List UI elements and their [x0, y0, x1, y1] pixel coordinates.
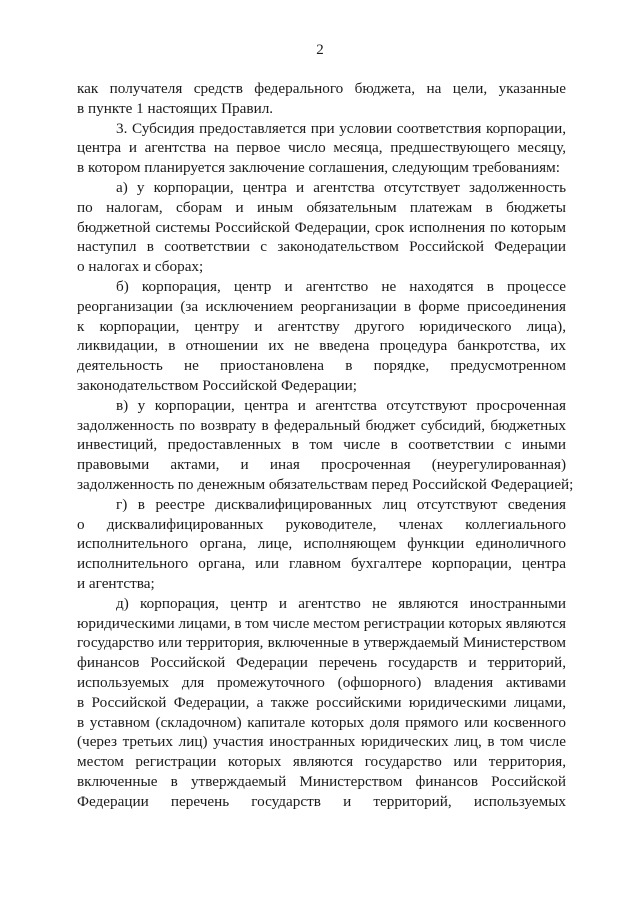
text-line: (через третьих лиц) участия иностранных юридических лиц, в том числе — [77, 733, 566, 751]
text-line: бюджетной системы Российской Федерации, срок исполнения по которым — [77, 218, 566, 236]
text-line: наступил в соответствии с законодательством Российской Федерации — [77, 238, 566, 256]
text-line: как получателя средств федерального бюджета, на цели, указанные — [77, 80, 566, 97]
text-line: деятельность не приостановлена в порядке, предусмотренном — [77, 357, 566, 375]
text-line: государство или территория, включенные в утверждаемый Министерством — [77, 634, 566, 652]
text-line: включенные в утверждаемый Министерством финансов Российской — [77, 772, 566, 790]
text-line: в пункте 1 настоящих Правил. — [77, 99, 274, 117]
page-number: 2 — [316, 42, 324, 58]
text-line: по налогам, сборам и иным обязательным платежам в бюджеты — [77, 198, 566, 216]
text-line: задолженность по возврату в федеральный бюджет субсидий, бюджетных — [77, 416, 566, 434]
text-line: используемых для промежуточного (офшорного) владения активами — [77, 673, 566, 691]
text-line: в котором планируется заключение соглашения, следующим требованиям: — [77, 159, 560, 177]
paragraph-3-first-line: 3. Субсидия предоставляется при условии соответствия корпорации, — [116, 119, 566, 137]
item-b-first-line: б) корпорация, центр и агентство не находятся в процессе — [116, 277, 566, 295]
document-body — [77, 79, 574, 811]
text-line: ликвидации, в отношении их не введена процедура банкротства, их — [77, 337, 566, 355]
text-line: о налогах и сборах; — [77, 258, 204, 276]
text-line: центра и агентства на первое число месяца, предшествующего месяцу, — [77, 139, 566, 157]
item-v-first-line: в) у корпорации, центра и агентства отсутствуют просроченная — [116, 396, 566, 414]
text-line: финансов Российской Федерации перечень государств и территорий, — [77, 654, 566, 672]
text-line: правовыми актами, и иная просроченная (неурегулированная) — [77, 456, 566, 474]
text-line: юридическими лицами, в том числе местом регистрации которых являются — [77, 614, 566, 632]
text-line: и агентства; — [77, 574, 155, 592]
text-line: законодательством Российской Федерации; — [77, 376, 357, 394]
text-line: инвестиций, предоставленных в том числе в соответствии с иными — [77, 436, 566, 454]
text-line: исполнительного органа, или главном бухгалтере корпорации, центра — [77, 555, 566, 573]
text-line: в уставном (складочном) капитале которых доля прямого или косвенного — [77, 713, 566, 731]
text-line: реорганизации (за исключением реорганизации в форме присоединения — [77, 297, 566, 315]
item-d-first-line: д) корпорация, центр и агентство не являются иностранными — [116, 594, 566, 612]
text-line: Федерации перечень государств и территорий, используемых — [77, 792, 566, 810]
text-line: о дисквалифицированных руководителе, членах коллегиального — [77, 515, 566, 533]
text-line: исполнительного органа, лице, исполняющем функции единоличного — [77, 535, 566, 553]
text-line: в Российской Федерации, а также российскими юридическими лицами, — [77, 693, 566, 711]
text-line: к корпорации, центру и агентству другого юридического лица), — [77, 317, 566, 335]
item-g-first-line: г) в реестре дисквалифицированных лиц отсутствуют сведения — [116, 495, 566, 513]
text-line: задолженность по денежным обязательствам перед Российской Федерацией; — [77, 475, 574, 493]
text-line: местом регистрации которых являются государство или территория, — [77, 753, 566, 771]
item-a-first-line: а) у корпорации, центра и агентства отсутствует задолженность — [116, 178, 566, 196]
